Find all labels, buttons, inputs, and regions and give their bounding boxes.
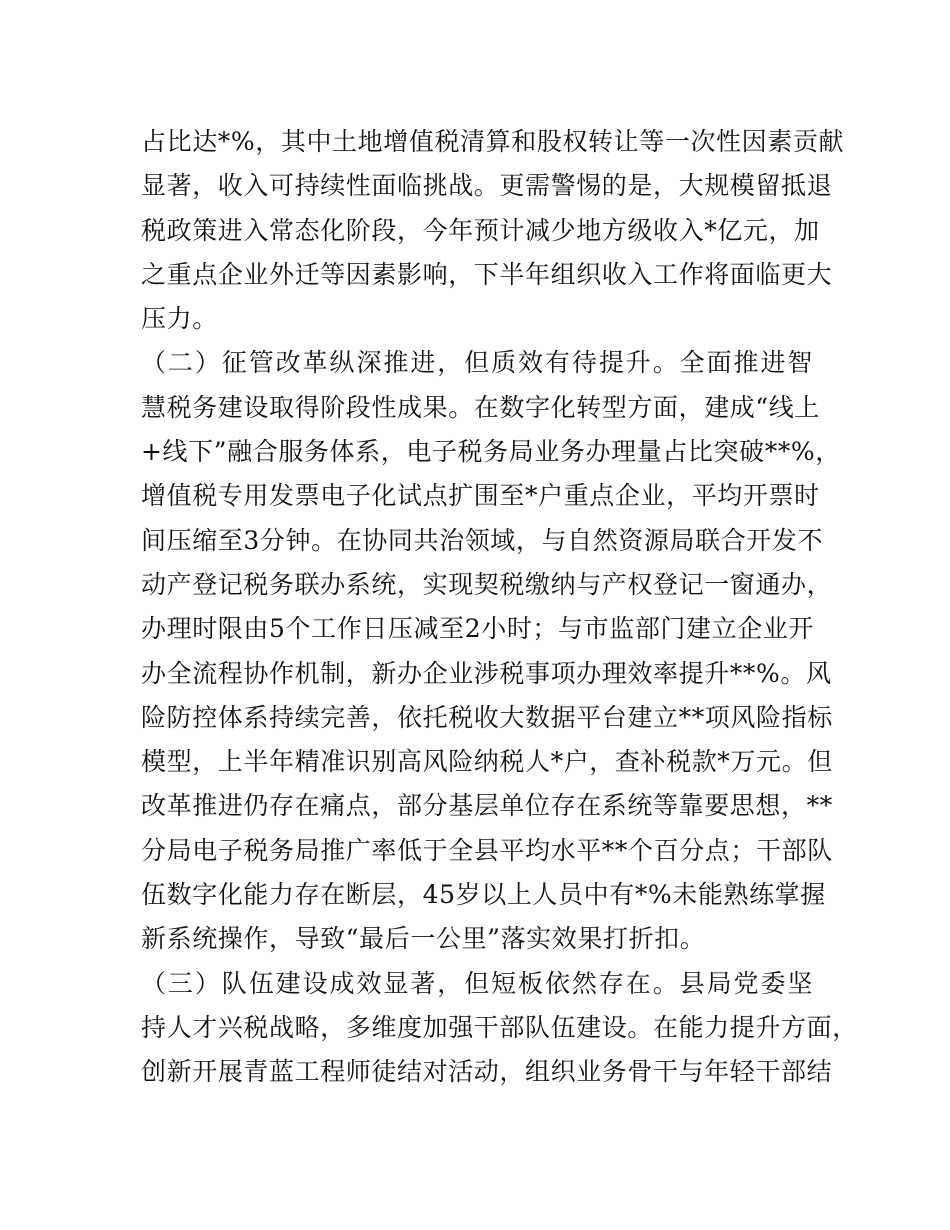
text-line: 伍数字化能力存在断层，45岁以上人员中有*%未能熟练掌握 [141,880,826,910]
text-line: 压力。 [141,304,218,334]
text-line: 动产登记税务联办系统，实现契税缴纳与产权登记一窗通办， [141,569,833,599]
text-line: 持人才兴税战略，多维度加强干部队伍建设。在能力提升方面， [141,1012,858,1042]
text-line: 新系统操作，导致“最后一公里”落实效果打折扣。 [141,924,706,954]
paragraph-collection-reform [141,341,841,961]
text-line: 间压缩至3分钟。在协同共治领域，与自然资源局联合开发不 [141,525,824,555]
text-line: （三）队伍建设成效显著，但短板依然存在。县局党委坚 [141,968,813,998]
text-line: 办理时限由5个工作日压减至2小时；与市监部门建立企业开 [141,614,815,644]
text-line: 办全流程协作机制，新办企业涉税事项办理效率提升**%。风 [141,658,832,688]
text-line: 税政策进入常态化阶段，今年预计减少地方级收入*亿元，加 [141,215,820,245]
paragraph-revenue-pressure [141,120,845,341]
text-line: 险防控体系持续完善，依托税收大数据平台建立**项风险指标 [141,702,833,732]
text-line: 模型，上半年精准识别高风险纳税人*户，查补税款*万元。但 [141,747,833,777]
text-line: 创新开展青蓝工程师徒结对活动，组织业务骨干与年轻干部结 [141,1057,833,1087]
text-line: 改革推进仍存在痛点，部分基层单位存在系统等靠要思想，** [141,791,833,821]
text-line: 之重点企业外迁等因素影响，下半年组织收入工作将面临更大 [141,259,833,289]
document-body [141,120,858,1095]
text-line: 增值税专用发票电子化试点扩围至*户重点企业，平均开票时 [141,481,820,511]
text-line: +线下”融合服务体系，电子税务局业务办理量占比突破**%， [141,437,841,467]
text-line: 占比达*%，其中土地增值税清算和股权转让等一次性因素贡献 [141,127,845,156]
text-line: 分局电子税务局推广率低于全县平均水平**个百分点；干部队 [141,835,833,865]
text-line: 显著，收入可持续性面临挑战。更需警惕的是，大规模留抵退 [141,171,833,201]
text-line: （二）征管改革纵深推进，但质效有待提升。全面推进智 [141,348,813,378]
text-line: 慧税务建设取得阶段性成果。在数字化转型方面，建成“线上 [141,392,820,422]
paragraph-team-building [141,962,858,1095]
